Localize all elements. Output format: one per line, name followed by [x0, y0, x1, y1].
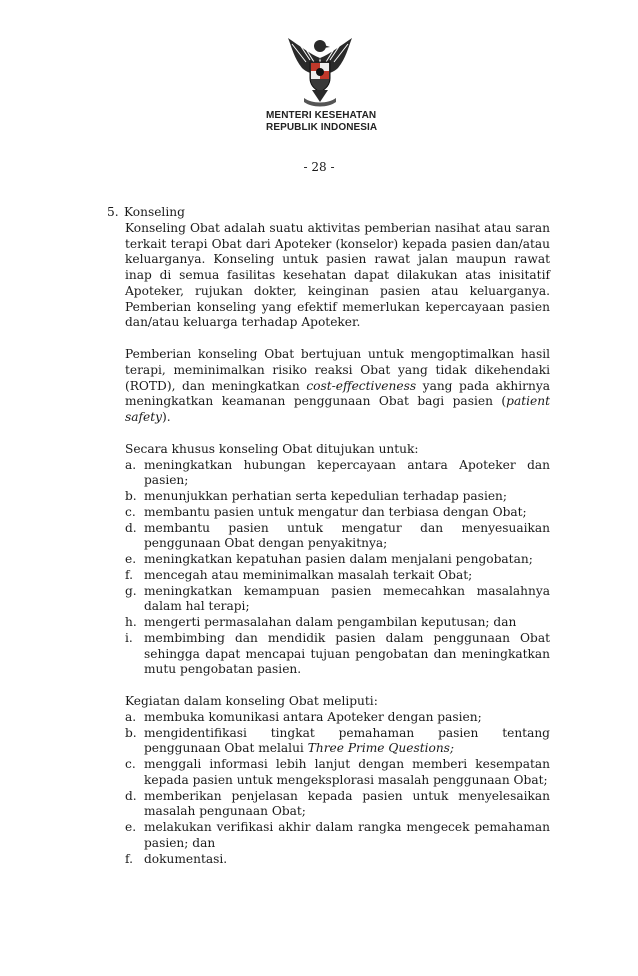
list-text: meningkatkan kemampuan pasien memecahkan masalahnya dalam hal terapi;: [144, 583, 550, 614]
list-marker: g.: [125, 583, 137, 598]
list-marker: d.: [125, 520, 137, 535]
list-text: menggali informasi lebih lanjut dengan memberi kesempatan kepada pasien untuk mengeksplorasi masalah penggunaan Obat;: [144, 757, 550, 787]
list-item: [125, 615, 550, 631]
page-number: - 28 -: [303, 160, 335, 174]
list-marker: e.: [125, 820, 137, 834]
list-item: [125, 757, 550, 789]
ministry-line-1: MENTERI KESEHATAN: [266, 110, 377, 121]
paragraph-purpose: [125, 347, 550, 426]
list-item: [125, 789, 550, 821]
purpose-text-2: yang pada akhirnya meningkatkan keamanan penggunaan Obat bagi pasien (: [125, 378, 550, 409]
list-text: membantu pasien untuk mengatur dan menyesuaikan penggunaan Obat dengan penyakitnya;: [144, 520, 550, 551]
list2-intro: Kegiatan dalam konseling Obat meliputi:: [125, 694, 378, 708]
list-text: dokumentasi.: [144, 851, 228, 866]
purpose-text-1: Pemberian konseling Obat bertujuan untuk mengoptimalkan hasil terapi, meminimalkan risiko reaksi Obat yang tidak dikehendaki (ROTD), dan meningkatkan: [125, 347, 550, 393]
list-item: [125, 489, 550, 505]
list-item: [125, 820, 550, 852]
list-marker: b.: [125, 489, 137, 503]
ministry-heading: [266, 110, 377, 134]
list-item: [125, 584, 550, 616]
list-text: menunjukkan perhatian serta kepedulian terhadap pasien;: [144, 489, 508, 503]
list-item: [125, 726, 550, 758]
list-text-emphasis: Three Prime Questions;: [307, 741, 455, 756]
list-marker: f.: [125, 851, 133, 866]
list-item: [125, 458, 550, 490]
list-marker: c.: [125, 504, 136, 519]
list-text: membantu pasien untuk mengatur dan terbiasa dengan Obat;: [144, 504, 527, 519]
purpose-em-safety: patient safety: [125, 394, 550, 424]
list1-intro: Secara khusus konseling Obat ditujukan untuk:: [125, 441, 419, 456]
document-body: [107, 205, 550, 867]
list-item: [125, 552, 550, 568]
list-text: mengerti permasalahan dalam pengambilan keputusan; dan: [144, 615, 517, 629]
list-marker: h.: [125, 615, 137, 629]
list-marker: c.: [125, 757, 136, 771]
list-text: mencegah atau meminimalkan masalah terkait Obat;: [144, 567, 473, 582]
purpose-text-3: ).: [162, 410, 171, 424]
list-marker: i.: [125, 630, 133, 645]
objectives-list: [125, 458, 550, 679]
list-item: [125, 852, 550, 868]
list-text: meningkatkan kepatuhan pasien dalam menjalani pengobatan;: [144, 552, 533, 566]
list-marker: f.: [125, 567, 133, 582]
list-item: [125, 710, 550, 726]
paragraph-definition: Konseling Obat adalah suatu aktivitas pemberian nasihat atau saran terkait terapi Obat dari Apoteker (konselor) kepada pasien dan/atau keluarganya. Konseling untuk pasien rawat jalan maupun rawat inap di semua fasilitas kesehatan dapat dilakukan atas inisitatif Apoteker, rujukan dokter, keinginan pasien atau keluarganya. Pemberian konseling yang efektif memerlukan kepercayaan pasien dan/atau keluarga terhadap Apoteker.: [125, 220, 550, 330]
list-marker: a.: [125, 457, 137, 472]
purpose-em-cost: cost-effectiveness: [306, 378, 417, 393]
list-item: [125, 631, 550, 678]
list-marker: d.: [125, 788, 137, 803]
garuda-emblem-icon: [280, 32, 360, 110]
list-text: membuka komunikasi antara Apoteker dengan pasien;: [144, 709, 482, 724]
list-item: [125, 521, 550, 553]
list-item: [125, 505, 550, 521]
section-body: [107, 221, 550, 868]
activities-list: [125, 710, 550, 868]
list-text: mengidentifikasi tingkat pemahaman pasien tentang penggunaan Obat melalui: [144, 725, 550, 756]
section-title: Konseling: [124, 205, 185, 219]
list-marker: e.: [125, 552, 137, 566]
list-text: melakukan verifikasi akhir dalam rangka mengecek pemahaman pasien; dan: [144, 820, 550, 850]
list-text: membimbing dan mendidik pasien dalam penggunaan Obat sehingga dapat mencapai tujuan pengobatan dan meningkatkan mutu pengobatan pasien.: [144, 630, 550, 677]
list-text: memberikan penjelasan kepada pasien untuk menyelesaikan masalah pengunaan Obat;: [144, 788, 550, 819]
list-marker: b.: [125, 725, 137, 740]
list-marker: a.: [125, 709, 137, 724]
ministry-line-2: REPUBLIK INDONESIA: [266, 122, 378, 133]
section-heading: [107, 205, 550, 221]
list-text: meningkatkan hubungan kepercayaan antara Apoteker dan pasien;: [144, 457, 550, 488]
list-item: [125, 568, 550, 584]
section-number: 5.: [107, 205, 119, 219]
